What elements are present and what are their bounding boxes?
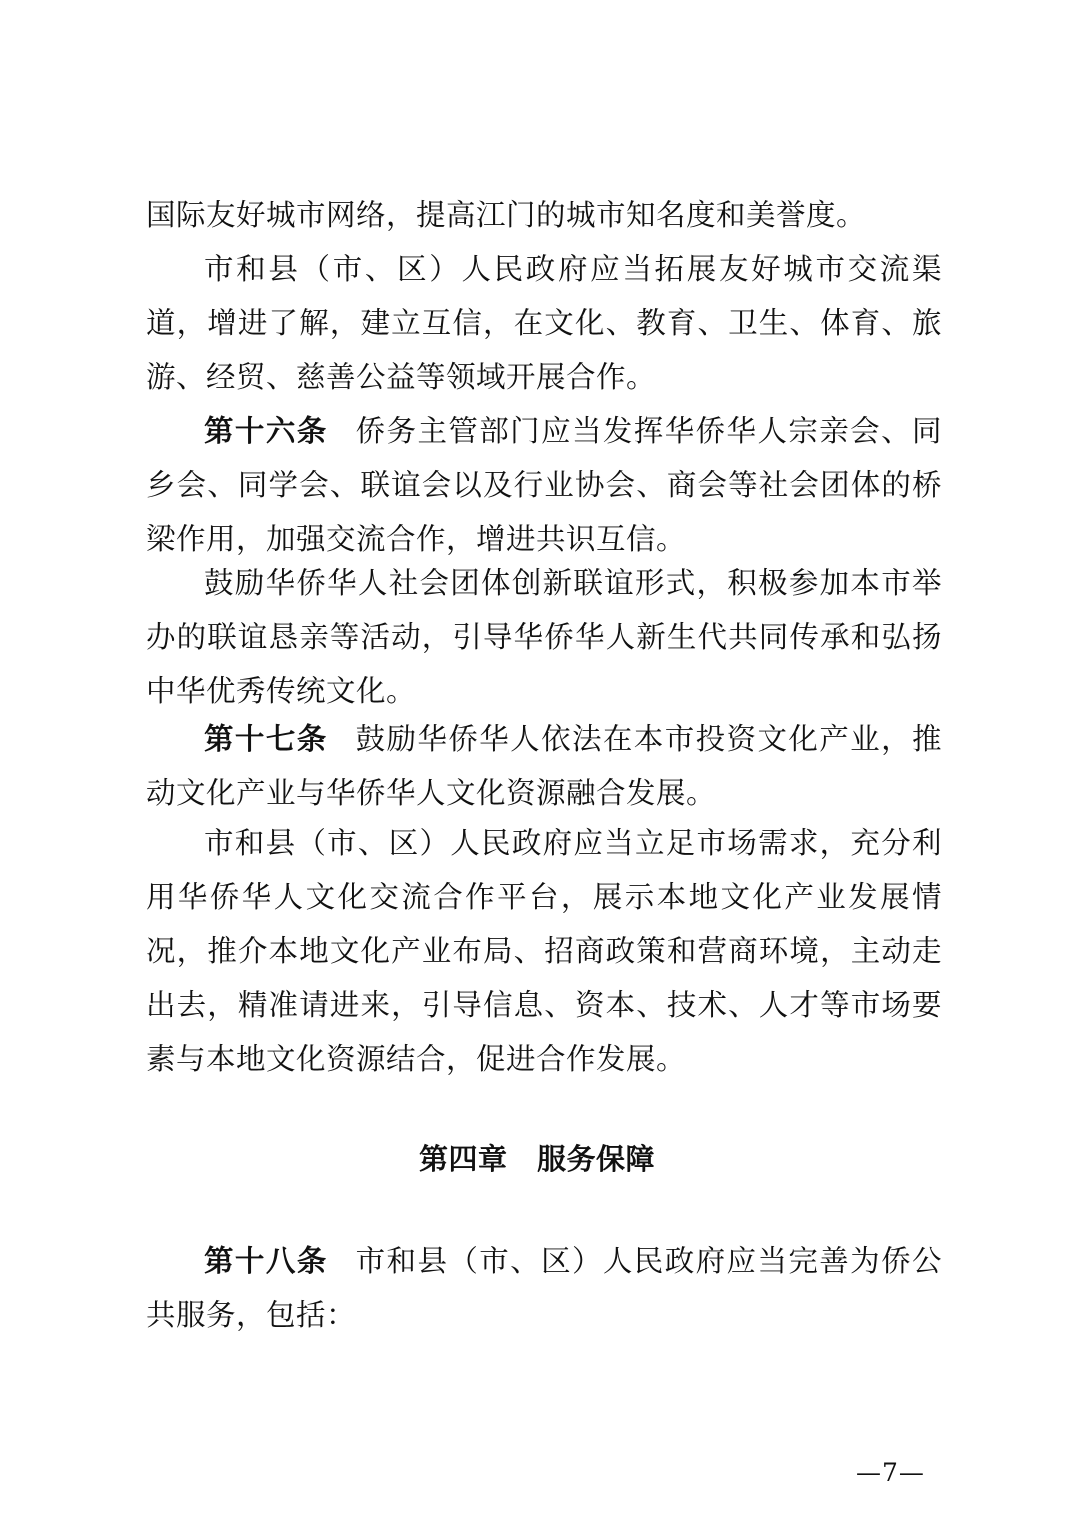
article-16-label: 第十六条 (204, 414, 328, 448)
chapter-title: 第四章 服务保障 (418, 1142, 655, 1176)
paragraph-6-text: 市和县（市、区）人民政府应当立足市场需求，充分利用华侨华人文化交流合作平台，展示本地文化产业发展情况，推介本地文化产业布局、招商政策和营商环境，主动走出去，精准请进来，引导信息、资本、技术、人才等市场要素与本地文化资源结合，促进合作发展。 (146, 826, 942, 1076)
article-16 (146, 404, 942, 566)
paragraph-2-text: 市和县（市、区）人民政府应当拓展友好城市交流渠道，增进了解，建立互信，在文化、教育、卫生、体育、旅游、经贸、慈善公益等领域开展合作。 (146, 252, 942, 394)
page-number: —7— (856, 1458, 925, 1487)
paragraph-4 (146, 556, 942, 718)
paragraph-1 (146, 188, 942, 242)
paragraph-2 (146, 242, 942, 404)
article-18-label: 第十八条 (204, 1244, 328, 1278)
article-18-text: 市和县（市、区）人民政府应当完善为侨公共服务，包括： (146, 1244, 942, 1332)
article-16-text: 侨务主管部门应当发挥华侨华人宗亲会、同乡会、同学会、联谊会以及行业协会、商会等社会团体的桥梁作用，加强交流合作，增进共识互信。 (146, 414, 942, 556)
article-18 (146, 1234, 942, 1342)
article-17 (146, 712, 942, 820)
article-17-label: 第十七条 (204, 722, 328, 756)
paragraph-6 (146, 816, 942, 1086)
paragraph-1-text: 国际友好城市网络，提高江门的城市知名度和美誉度。 (146, 198, 867, 232)
article-17-text: 鼓励华侨华人依法在本市投资文化产业，推动文化产业与华侨华人文化资源融合发展。 (146, 722, 942, 810)
paragraph-4-text: 鼓励华侨华人社会团体创新联谊形式，积极参加本市举办的联谊恳亲等活动，引导华侨华人新生代共同传承和弘扬中华优秀传统文化。 (146, 566, 942, 708)
